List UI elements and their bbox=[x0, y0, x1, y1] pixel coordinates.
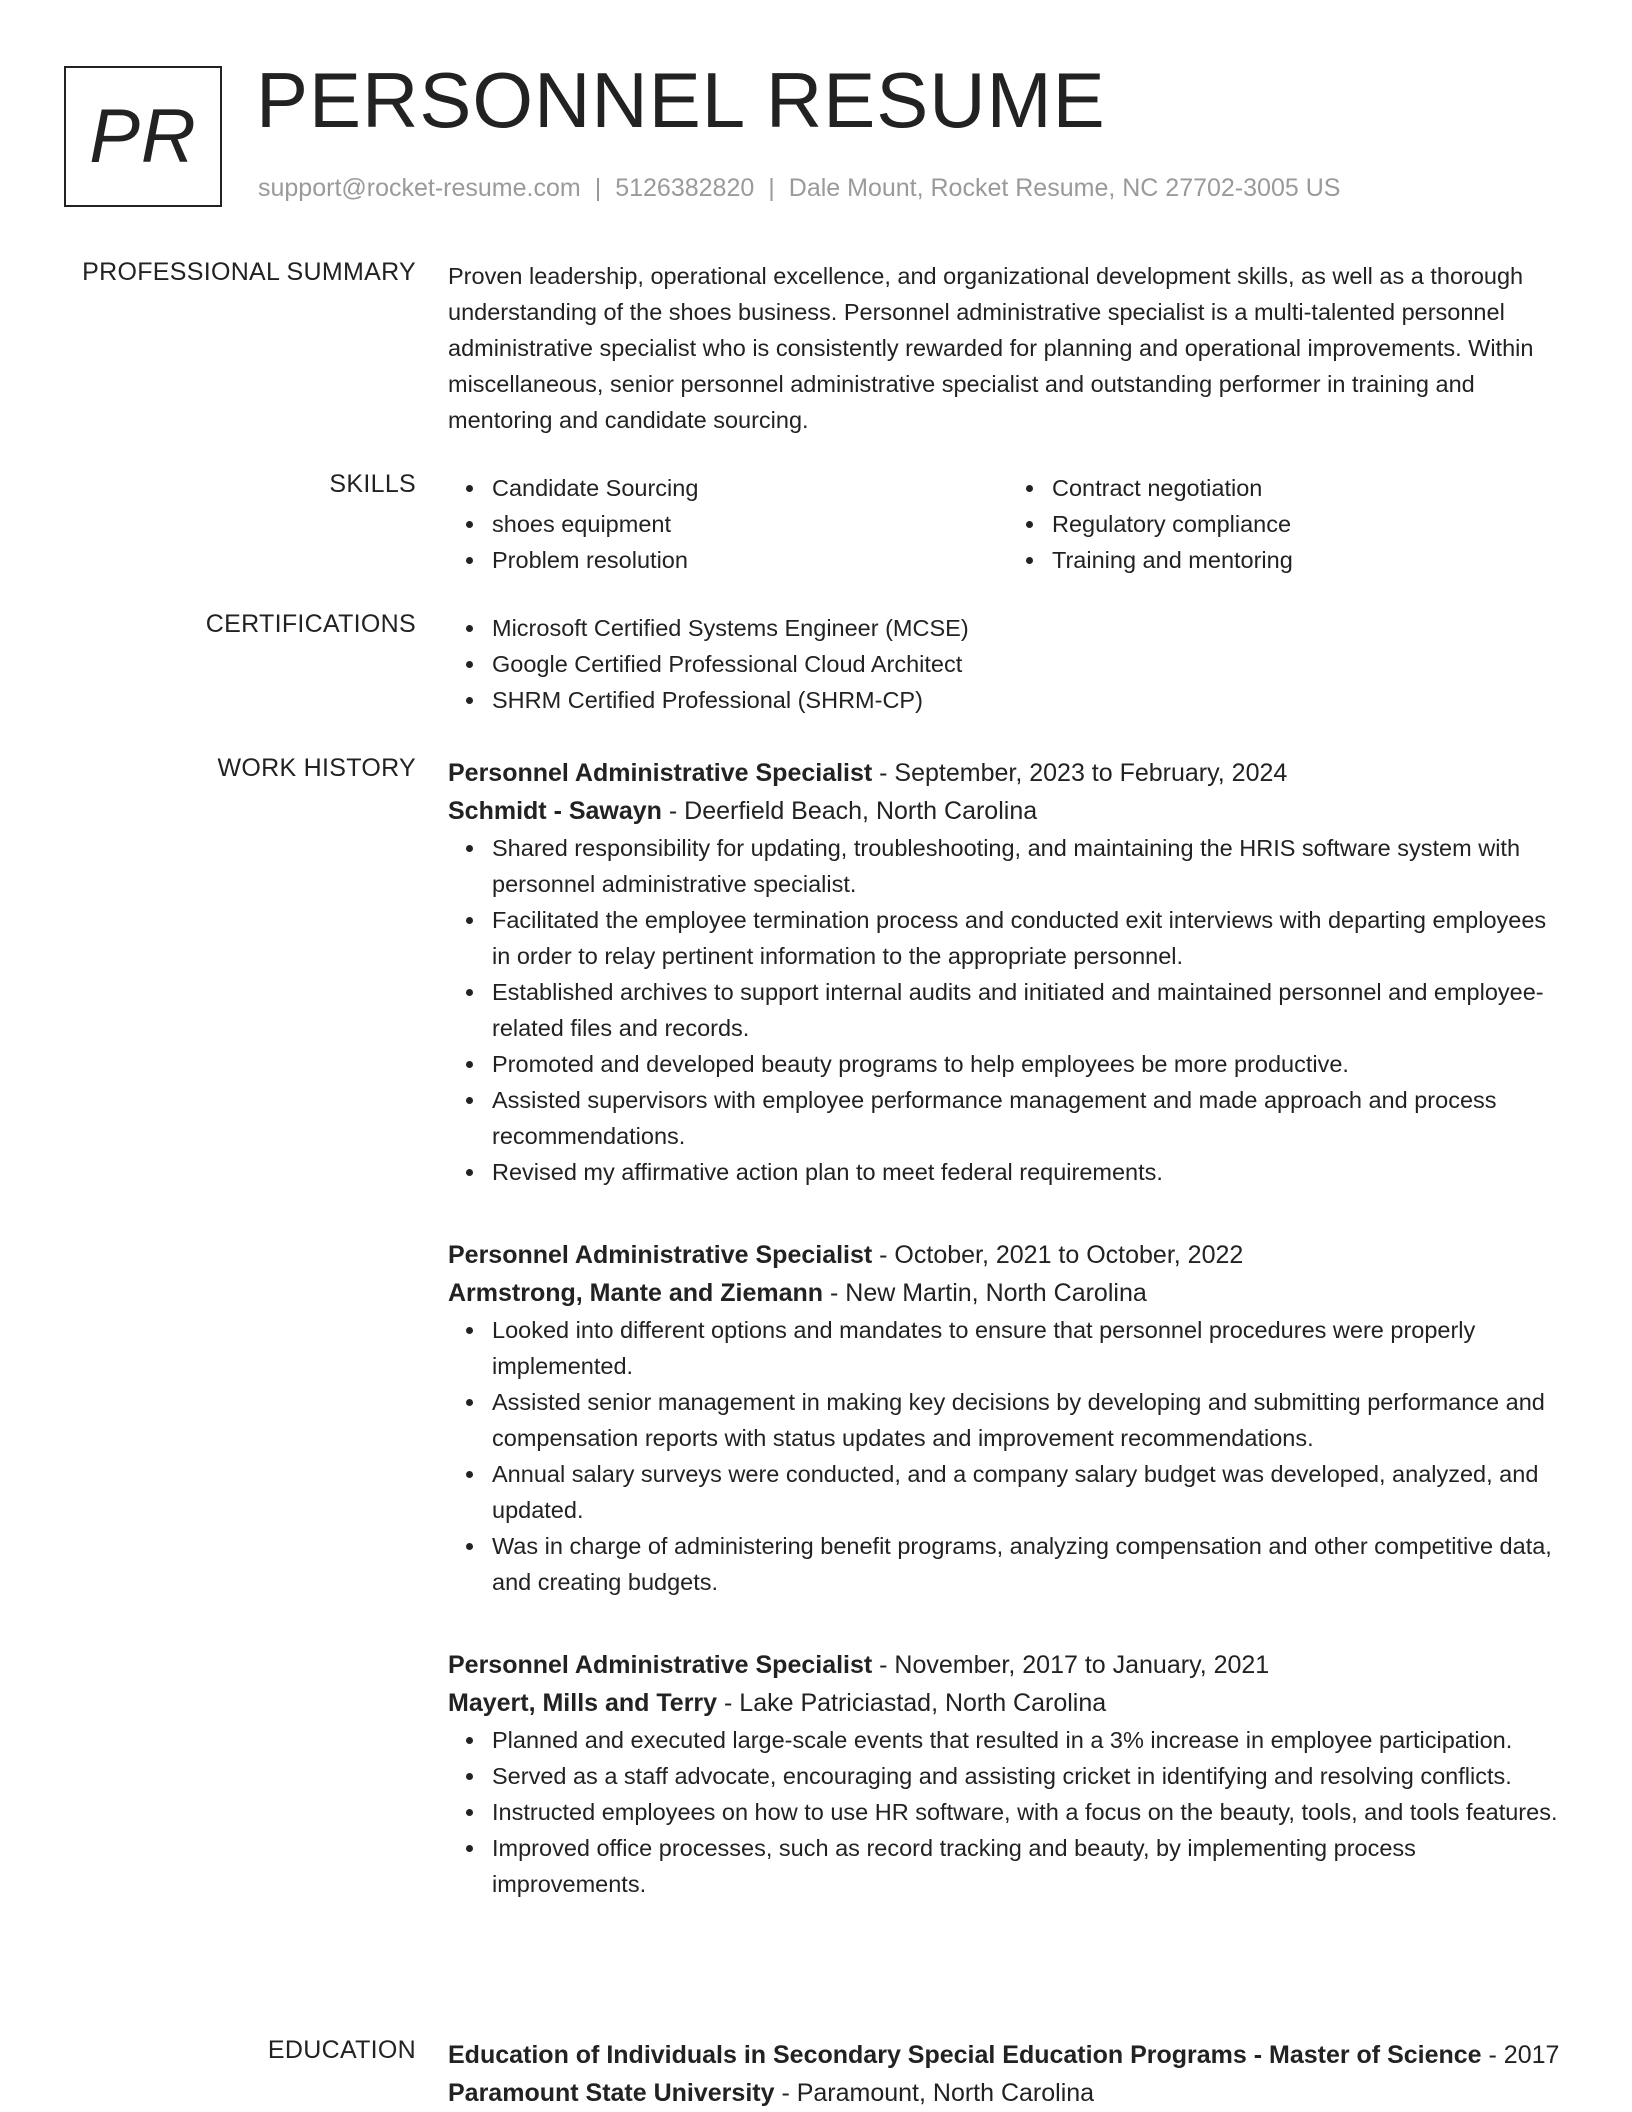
job-company: Armstrong, Mante and Ziemann bbox=[448, 1279, 824, 1307]
work-history-heading: WORK HISTORY bbox=[217, 754, 416, 782]
job-company-line bbox=[448, 792, 1568, 830]
resume-title: PERSONNEL RESUME bbox=[256, 56, 1106, 144]
skill-item: shoes equipment bbox=[492, 506, 1008, 542]
job-title: Personnel Administrative Specialist bbox=[448, 759, 873, 787]
skill-item: Contract negotiation bbox=[1052, 470, 1568, 506]
certification-item: SHRM Certified Professional (SHRM-CP) bbox=[492, 682, 1568, 718]
job-bullet: Established archives to support internal audits and initiated and maintained personnel and employee-related files and records. bbox=[492, 974, 1568, 1046]
skills-heading: SKILLS bbox=[329, 470, 416, 498]
contact-phone[interactable]: 5126382820 bbox=[615, 174, 755, 202]
skill-item: Regulatory compliance bbox=[1052, 506, 1568, 542]
job-title-line bbox=[448, 1236, 1568, 1274]
skill-item: Candidate Sourcing bbox=[492, 470, 1008, 506]
job-location: - New Martin, North Carolina bbox=[823, 1279, 1147, 1307]
job-bullet: Was in charge of administering benefit programs, analyzing compensation and other competitive data, and creating budgets. bbox=[492, 1528, 1568, 1600]
job-bullet: Improved office processes, such as record tracking and beauty, by implementing process improvements. bbox=[492, 1830, 1568, 1902]
job-bullet: Facilitated the employee termination process and conducted exit interviews with departing employees in order to relay pertinent information to the appropriate personnel. bbox=[492, 902, 1568, 974]
job-company-line bbox=[448, 1274, 1568, 1312]
job-title: Personnel Administrative Specialist bbox=[448, 1651, 873, 1679]
job-dates: - November, 2017 to January, 2021 bbox=[872, 1651, 1270, 1679]
contact-email[interactable]: support@rocket-resume.com bbox=[258, 174, 581, 202]
summary-heading: PROFESSIONAL SUMMARY bbox=[82, 258, 416, 286]
job-location: - Lake Patriciastad, North Carolina bbox=[717, 1689, 1107, 1717]
skills-grid bbox=[448, 470, 1568, 578]
job-entry bbox=[448, 1236, 1568, 1600]
job-bullet: Revised my affirmative action plan to meet federal requirements. bbox=[492, 1154, 1568, 1190]
job-bullet: Annual salary surveys were conducted, and a company salary budget was developed, analyzed, and updated. bbox=[492, 1456, 1568, 1528]
contact-separator: | bbox=[768, 174, 775, 202]
education-degree-line bbox=[448, 2036, 1568, 2074]
monogram-logo: PR bbox=[64, 66, 222, 207]
job-dates: - October, 2021 to October, 2022 bbox=[872, 1241, 1244, 1269]
job-company: Mayert, Mills and Terry bbox=[448, 1689, 718, 1717]
job-bullet: Shared responsibility for updating, troubleshooting, and maintaining the HRIS software system with personnel administrative specialist. bbox=[492, 830, 1568, 902]
certification-item: Google Certified Professional Cloud Architect bbox=[492, 646, 1568, 682]
summary-text: Proven leadership, operational excellence, and organizational development skills, as well as a thorough understanding of the shoes business. Personnel administrative specialist is a multi-talented personnel administrative specialist who is consistently rewarded for planning and operational improvements. Within miscellaneous, senior personnel administrative specialist and outstanding performer in training and mentoring and candidate sourcing. bbox=[448, 263, 1534, 433]
job-bullet: Promoted and developed beauty programs to help employees be more productive. bbox=[492, 1046, 1568, 1082]
job-title-line bbox=[448, 754, 1568, 792]
job-company: Schmidt - Sawayn bbox=[448, 797, 662, 825]
skills-body bbox=[448, 470, 1568, 578]
certifications-heading: CERTIFICATIONS bbox=[205, 610, 416, 638]
skill-item: Problem resolution bbox=[492, 542, 1008, 578]
job-company-line bbox=[448, 1684, 1568, 1722]
certifications-body bbox=[448, 610, 1568, 718]
summary-body bbox=[448, 258, 1568, 438]
job-bullet: Instructed employees on how to use HR software, with a focus on the beauty, tools, and tools features. bbox=[492, 1794, 1568, 1830]
education-body bbox=[448, 2036, 1568, 2112]
job-bullet: Assisted supervisors with employee performance management and made approach and process recommendations. bbox=[492, 1082, 1568, 1154]
job-bullets bbox=[448, 1722, 1568, 1902]
work-history-body bbox=[448, 754, 1568, 1948]
job-title: Personnel Administrative Specialist bbox=[448, 1241, 873, 1269]
job-entry bbox=[448, 1646, 1568, 1902]
job-bullet: Served as a staff advocate, encouraging and assisting cricket in identifying and resolving conflicts. bbox=[492, 1758, 1568, 1794]
skill-item: Training and mentoring bbox=[1052, 542, 1568, 578]
job-bullet: Assisted senior management in making key decisions by developing and submitting performance and compensation reports with status updates and improvement recommendations. bbox=[492, 1384, 1568, 1456]
contact-line bbox=[258, 174, 1340, 203]
skills-list-left bbox=[448, 470, 1008, 578]
education-school-line bbox=[448, 2074, 1568, 2112]
job-title-line bbox=[448, 1646, 1568, 1684]
certifications-list bbox=[448, 610, 1568, 718]
skills-list-right bbox=[1008, 470, 1568, 578]
education-heading: EDUCATION bbox=[267, 2036, 416, 2064]
job-dates: - September, 2023 to February, 2024 bbox=[872, 759, 1288, 787]
education-location: - Paramount, North Carolina bbox=[774, 2079, 1095, 2107]
certification-item: Microsoft Certified Systems Engineer (MCSE) bbox=[492, 610, 1568, 646]
job-bullets bbox=[448, 830, 1568, 1190]
job-location: - Deerfield Beach, North Carolina bbox=[661, 797, 1038, 825]
job-entry bbox=[448, 754, 1568, 1190]
education-degree: Education of Individuals in Secondary Special Education Programs - Master of Science bbox=[448, 2041, 1482, 2069]
job-bullet: Planned and executed large-scale events that resulted in a 3% increase in employee participation. bbox=[492, 1722, 1568, 1758]
job-bullet: Looked into different options and mandates to ensure that personnel procedures were properly implemented. bbox=[492, 1312, 1568, 1384]
education-school: Paramount State University bbox=[448, 2079, 775, 2107]
contact-separator: | bbox=[594, 174, 602, 202]
education-year: - 2017 bbox=[1481, 2041, 1560, 2069]
contact-address: Dale Mount, Rocket Resume, NC 27702-3005 US bbox=[788, 174, 1341, 202]
job-bullets bbox=[448, 1312, 1568, 1600]
